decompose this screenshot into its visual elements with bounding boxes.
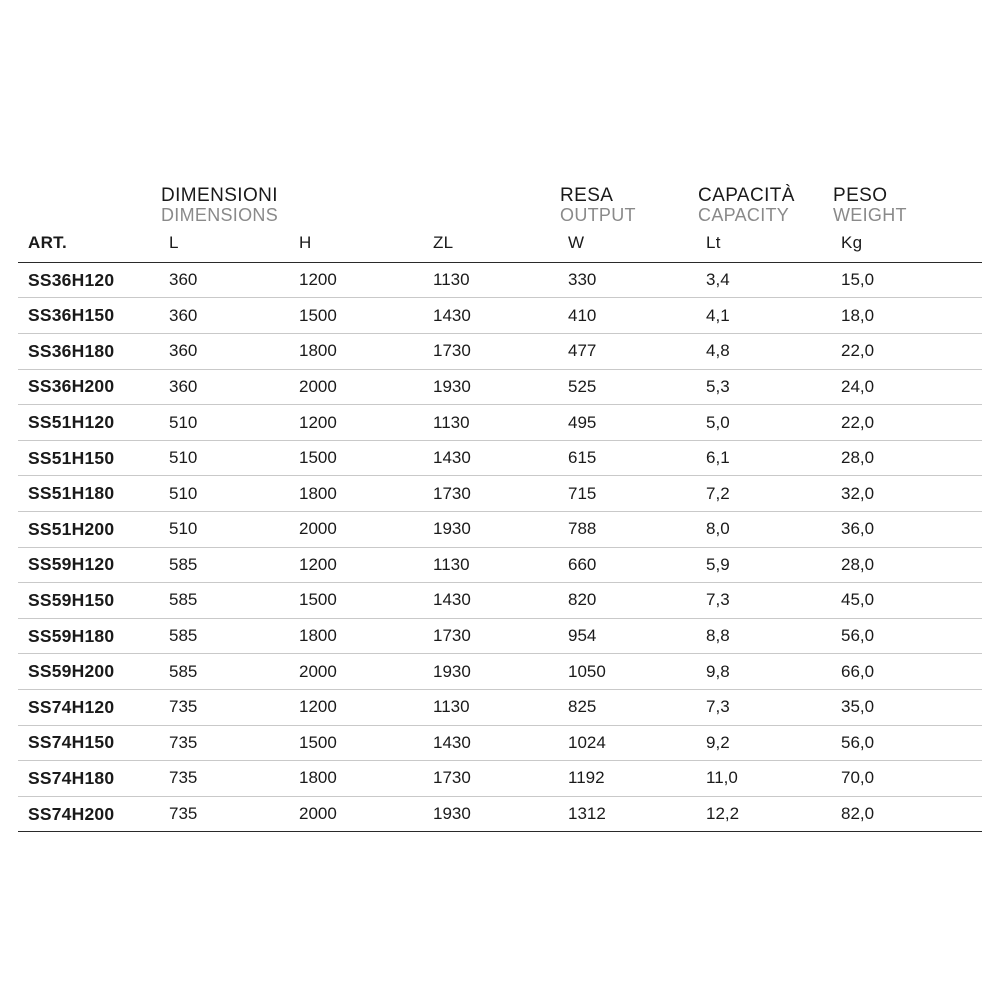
table-cell-l-value: 360 xyxy=(169,305,198,325)
table-cell-w xyxy=(560,298,698,334)
table-cell-zl-value: 1130 xyxy=(433,697,470,717)
table-cell-l xyxy=(161,511,291,547)
table-cell-l-value: 585 xyxy=(169,590,198,610)
table-cell-w xyxy=(560,511,698,547)
table-cell-art-value: SS59H200 xyxy=(28,661,115,682)
table-cell-art xyxy=(18,369,161,405)
table-cell-zl xyxy=(425,440,560,476)
group-header-output-it: RESA xyxy=(560,185,614,206)
table-cell-w-value: 330 xyxy=(568,270,597,290)
table-cell-w xyxy=(560,262,698,298)
table-cell-zl-value: 1930 xyxy=(433,804,471,824)
table-cell-l xyxy=(161,796,291,832)
table-cell-lt xyxy=(698,405,833,441)
table-cell-w xyxy=(560,689,698,725)
table-cell-w xyxy=(560,761,698,797)
table-cell-kg xyxy=(833,761,982,797)
table-cell-kg-value: 22,0 xyxy=(841,341,875,361)
table-cell-w xyxy=(560,334,698,370)
table-cell-l-value: 360 xyxy=(169,376,198,396)
table-cell-zl xyxy=(425,618,560,654)
group-header-row xyxy=(18,168,982,231)
table-cell-kg-value: 28,0 xyxy=(841,554,875,574)
table-cell-kg xyxy=(833,796,982,832)
table-row xyxy=(18,405,982,441)
table-row xyxy=(18,369,982,405)
column-header-w xyxy=(560,231,698,263)
table-cell-zl xyxy=(425,725,560,761)
table-cell-l xyxy=(161,761,291,797)
table-cell-w xyxy=(560,476,698,512)
table-cell-kg xyxy=(833,511,982,547)
table-cell-art-value: SS36H150 xyxy=(28,305,115,326)
table-cell-lt xyxy=(698,761,833,797)
table-cell-l xyxy=(161,334,291,370)
table-cell-zl-value: 1430 xyxy=(433,732,471,752)
table-cell-lt-value: 11,0 xyxy=(706,768,738,788)
table-cell-lt-value: 5,9 xyxy=(706,554,730,574)
table-cell-zl-value: 1430 xyxy=(433,448,471,468)
table-cell-kg-value: 45,0 xyxy=(841,590,875,610)
table-cell-zl-value: 1430 xyxy=(433,305,471,325)
table-cell-h-value: 1200 xyxy=(299,697,337,717)
table-cell-kg xyxy=(833,440,982,476)
table-cell-l-value: 510 xyxy=(169,448,198,468)
table-cell-h xyxy=(291,547,425,583)
table-cell-h xyxy=(291,654,425,690)
table-cell-w xyxy=(560,583,698,619)
table-cell-lt-value: 9,2 xyxy=(706,732,730,752)
specification-table xyxy=(18,168,982,832)
table-cell-lt xyxy=(698,618,833,654)
table-cell-zl-value: 1130 xyxy=(433,270,470,290)
table-cell-h xyxy=(291,618,425,654)
table-cell-zl xyxy=(425,262,560,298)
table-cell-kg xyxy=(833,654,982,690)
table-cell-lt-value: 7,2 xyxy=(706,483,730,503)
table-row xyxy=(18,547,982,583)
table-cell-kg-value: 36,0 xyxy=(841,519,875,539)
table-cell-l-value: 735 xyxy=(169,804,198,824)
table-cell-kg-value: 70,0 xyxy=(841,768,875,788)
table-cell-art xyxy=(18,476,161,512)
table-cell-lt-value: 7,3 xyxy=(706,697,730,717)
table-cell-lt-value: 6,1 xyxy=(706,448,730,468)
table-cell-w-value: 1312 xyxy=(568,804,606,824)
table-cell-h-value: 1500 xyxy=(299,305,337,325)
table-cell-l-value: 735 xyxy=(169,768,198,788)
table-cell-w-value: 615 xyxy=(568,448,597,468)
table-cell-l xyxy=(161,654,291,690)
group-header-empty xyxy=(18,168,161,231)
table-row xyxy=(18,725,982,761)
table-cell-w-value: 495 xyxy=(568,412,597,432)
table-cell-h xyxy=(291,369,425,405)
table-cell-h xyxy=(291,689,425,725)
table-cell-h xyxy=(291,262,425,298)
table-cell-kg-value: 28,0 xyxy=(841,448,875,468)
table-cell-lt xyxy=(698,440,833,476)
table-cell-h xyxy=(291,583,425,619)
table-cell-l-value: 510 xyxy=(169,483,198,503)
table-cell-h-value: 2000 xyxy=(299,519,337,539)
table-cell-l-value: 585 xyxy=(169,626,198,646)
table-cell-lt xyxy=(698,547,833,583)
table-cell-kg xyxy=(833,725,982,761)
table-cell-l-value: 585 xyxy=(169,554,198,574)
table-cell-art-value: SS36H120 xyxy=(28,269,115,290)
table-cell-art xyxy=(18,761,161,797)
column-header-lt-label: Lt xyxy=(706,232,721,252)
table-cell-h xyxy=(291,405,425,441)
table-cell-art xyxy=(18,547,161,583)
table-cell-art xyxy=(18,689,161,725)
table-cell-lt xyxy=(698,334,833,370)
table-cell-art xyxy=(18,334,161,370)
table-cell-h-value: 2000 xyxy=(299,804,337,824)
table-cell-h xyxy=(291,440,425,476)
column-header-zl xyxy=(425,231,560,263)
table-cell-zl xyxy=(425,369,560,405)
group-header-output xyxy=(560,168,698,231)
table-row xyxy=(18,796,982,832)
table-cell-lt-value: 7,3 xyxy=(706,590,730,610)
table-cell-art-value: SS59H120 xyxy=(28,554,115,575)
table-cell-l xyxy=(161,369,291,405)
table-cell-h-value: 1500 xyxy=(299,732,337,752)
table-cell-kg xyxy=(833,689,982,725)
table-cell-w xyxy=(560,405,698,441)
table-cell-zl xyxy=(425,583,560,619)
table-cell-kg-value: 15,0 xyxy=(841,270,875,290)
table-cell-l-value: 360 xyxy=(169,341,198,361)
column-header-l-label: L xyxy=(169,232,179,252)
table-cell-kg xyxy=(833,476,982,512)
table-cell-l-value: 735 xyxy=(169,697,198,717)
table-cell-zl xyxy=(425,547,560,583)
table-cell-art xyxy=(18,298,161,334)
table-cell-h-value: 1200 xyxy=(299,554,337,574)
table-cell-zl-value: 1730 xyxy=(433,483,471,503)
table-cell-l xyxy=(161,405,291,441)
table-cell-w-value: 1050 xyxy=(568,661,606,681)
column-header-art-label: ART. xyxy=(28,232,67,252)
table-cell-lt xyxy=(698,476,833,512)
table-cell-lt-value: 4,1 xyxy=(706,305,730,325)
table-row xyxy=(18,262,982,298)
table-cell-kg xyxy=(833,369,982,405)
table-cell-zl xyxy=(425,476,560,512)
table-cell-zl xyxy=(425,298,560,334)
table-cell-h-value: 2000 xyxy=(299,661,337,681)
table-cell-w-value: 410 xyxy=(568,305,597,325)
table-cell-h xyxy=(291,796,425,832)
table-cell-w xyxy=(560,725,698,761)
table-cell-zl-value: 1130 xyxy=(433,412,470,432)
table-cell-l xyxy=(161,440,291,476)
table-cell-w xyxy=(560,547,698,583)
table-cell-art xyxy=(18,654,161,690)
table-cell-zl xyxy=(425,761,560,797)
table-cell-zl-value: 1930 xyxy=(433,661,471,681)
table-cell-kg-value: 35,0 xyxy=(841,697,875,717)
group-header-capacity-en: CAPACITY xyxy=(698,204,790,225)
table-cell-l xyxy=(161,583,291,619)
table-cell-art xyxy=(18,511,161,547)
table-row xyxy=(18,618,982,654)
table-cell-l-value: 510 xyxy=(169,412,198,432)
group-header-output-en: OUTPUT xyxy=(560,204,636,225)
table-cell-w-value: 660 xyxy=(568,554,597,574)
table-cell-lt xyxy=(698,583,833,619)
table-cell-zl xyxy=(425,796,560,832)
column-header-w-label: W xyxy=(568,232,585,252)
table-cell-zl xyxy=(425,511,560,547)
table-cell-art-value: SS74H180 xyxy=(28,767,115,788)
table-cell-art-value: SS36H200 xyxy=(28,376,115,397)
group-header-capacity-it: CAPACITÀ xyxy=(698,185,795,206)
table-cell-art-value: SS51H180 xyxy=(28,483,115,504)
table-cell-art xyxy=(18,583,161,619)
table-cell-l xyxy=(161,476,291,512)
table-cell-lt xyxy=(698,689,833,725)
table-cell-h-value: 1200 xyxy=(299,412,337,432)
table-row xyxy=(18,761,982,797)
table-cell-w xyxy=(560,618,698,654)
table-cell-l xyxy=(161,618,291,654)
group-header-capacity xyxy=(698,168,833,231)
table-cell-art xyxy=(18,796,161,832)
table-cell-l-value: 585 xyxy=(169,661,198,681)
table-cell-w xyxy=(560,369,698,405)
table-cell-kg-value: 22,0 xyxy=(841,412,875,432)
table-cell-art xyxy=(18,262,161,298)
table-cell-h xyxy=(291,334,425,370)
table-cell-kg-value: 24,0 xyxy=(841,376,875,396)
column-header-kg-label: Kg xyxy=(841,232,863,252)
table-cell-h xyxy=(291,725,425,761)
table-cell-art-value: SS74H150 xyxy=(28,732,115,753)
table-cell-zl-value: 1730 xyxy=(433,341,471,361)
group-header-weight xyxy=(833,168,982,231)
column-header-h xyxy=(291,231,425,263)
table-cell-h xyxy=(291,476,425,512)
table-row xyxy=(18,583,982,619)
table-cell-lt-value: 8,0 xyxy=(706,519,730,539)
table-cell-lt xyxy=(698,796,833,832)
table-cell-zl-value: 1130 xyxy=(433,554,470,574)
table-head xyxy=(18,168,982,262)
table-cell-w-value: 1192 xyxy=(568,768,605,788)
table-row xyxy=(18,298,982,334)
table-row xyxy=(18,440,982,476)
table-cell-lt xyxy=(698,369,833,405)
table-cell-kg xyxy=(833,334,982,370)
table-cell-l xyxy=(161,725,291,761)
column-header-art xyxy=(18,231,161,263)
table-cell-zl-value: 1930 xyxy=(433,376,471,396)
table-cell-l-value: 510 xyxy=(169,519,198,539)
table-cell-lt-value: 12,2 xyxy=(706,804,740,824)
table-cell-h-value: 1500 xyxy=(299,590,337,610)
table-cell-zl-value: 1730 xyxy=(433,768,471,788)
table-cell-kg xyxy=(833,618,982,654)
table-cell-lt-value: 3,4 xyxy=(706,270,730,290)
group-header-weight-it: PESO xyxy=(833,185,888,206)
group-header-weight-en: WEIGHT xyxy=(833,204,907,225)
table-cell-lt xyxy=(698,654,833,690)
table-cell-w xyxy=(560,654,698,690)
table-cell-w-value: 825 xyxy=(568,697,597,717)
table-cell-h-value: 1800 xyxy=(299,626,337,646)
table-cell-lt-value: 5,3 xyxy=(706,376,730,396)
table-cell-lt-value: 9,8 xyxy=(706,661,730,681)
table-cell-kg xyxy=(833,262,982,298)
table-cell-zl xyxy=(425,689,560,725)
table-cell-art-value: SS59H180 xyxy=(28,625,115,646)
table-cell-h-value: 1800 xyxy=(299,483,337,503)
column-header-kg xyxy=(833,231,982,263)
table-cell-lt xyxy=(698,511,833,547)
table-cell-l xyxy=(161,547,291,583)
table-cell-h xyxy=(291,298,425,334)
table-cell-art-value: SS74H200 xyxy=(28,803,115,824)
table-cell-art-value: SS51H150 xyxy=(28,447,115,468)
group-header-dimensions xyxy=(161,168,560,231)
table-cell-art-value: SS36H180 xyxy=(28,340,115,361)
table-cell-kg-value: 66,0 xyxy=(841,661,875,681)
table-cell-kg-value: 56,0 xyxy=(841,732,875,752)
table-cell-art xyxy=(18,725,161,761)
table-cell-w-value: 477 xyxy=(568,341,597,361)
table-body xyxy=(18,262,982,832)
table-cell-art-value: SS74H120 xyxy=(28,696,115,717)
table-cell-l-value: 360 xyxy=(169,270,198,290)
table-row xyxy=(18,511,982,547)
table-row xyxy=(18,689,982,725)
column-header-row xyxy=(18,231,982,263)
table-cell-lt-value: 4,8 xyxy=(706,341,730,361)
table-cell-w xyxy=(560,796,698,832)
table-cell-kg-value: 56,0 xyxy=(841,626,875,646)
table-cell-kg xyxy=(833,298,982,334)
table-cell-h xyxy=(291,761,425,797)
table-cell-w-value: 715 xyxy=(568,483,597,503)
table-cell-l xyxy=(161,298,291,334)
column-header-h-label: H xyxy=(299,232,312,252)
table-cell-h-value: 2000 xyxy=(299,376,337,396)
table-cell-lt xyxy=(698,298,833,334)
table-cell-h-value: 1200 xyxy=(299,270,337,290)
table-cell-zl-value: 1730 xyxy=(433,626,471,646)
table-cell-lt-value: 8,8 xyxy=(706,626,730,646)
table-row xyxy=(18,654,982,690)
table-cell-w-value: 525 xyxy=(568,376,597,396)
table-cell-kg-value: 18,0 xyxy=(841,305,875,325)
table-cell-l xyxy=(161,262,291,298)
table-cell-kg xyxy=(833,583,982,619)
group-header-dimensions-it: DIMENSIONI xyxy=(161,185,278,206)
table-cell-w xyxy=(560,440,698,476)
table-cell-zl xyxy=(425,654,560,690)
table-cell-art xyxy=(18,405,161,441)
table-cell-zl xyxy=(425,405,560,441)
table-cell-lt xyxy=(698,262,833,298)
table-cell-art-value: SS59H150 xyxy=(28,589,115,610)
table-cell-h-value: 1500 xyxy=(299,448,337,468)
table-cell-zl xyxy=(425,334,560,370)
table-cell-kg-value: 32,0 xyxy=(841,483,875,503)
column-header-zl-label: ZL xyxy=(433,232,454,252)
table-row xyxy=(18,476,982,512)
table-cell-art-value: SS51H120 xyxy=(28,412,115,432)
table-cell-w-value: 820 xyxy=(568,590,597,610)
table-cell-art xyxy=(18,440,161,476)
table-cell-l xyxy=(161,689,291,725)
table-cell-kg xyxy=(833,405,982,441)
table-cell-w-value: 1024 xyxy=(568,732,606,752)
column-header-l xyxy=(161,231,291,263)
table-cell-h-value: 1800 xyxy=(299,768,337,788)
table-cell-art-value: SS51H200 xyxy=(28,518,115,539)
table-cell-w-value: 788 xyxy=(568,519,597,539)
table-cell-l-value: 735 xyxy=(169,732,198,752)
table-cell-lt-value: 5,0 xyxy=(706,412,730,432)
table-cell-kg-value: 82,0 xyxy=(841,804,875,824)
table-cell-h-value: 1800 xyxy=(299,341,337,361)
table-cell-kg xyxy=(833,547,982,583)
table-cell-zl-value: 1930 xyxy=(433,519,471,539)
table-cell-lt xyxy=(698,725,833,761)
table-cell-h xyxy=(291,511,425,547)
table-cell-zl-value: 1430 xyxy=(433,590,471,610)
table-cell-w-value: 954 xyxy=(568,626,597,646)
group-header-dimensions-en: DIMENSIONS xyxy=(161,204,279,225)
table-cell-art xyxy=(18,618,161,654)
table-row xyxy=(18,334,982,370)
column-header-lt xyxy=(698,231,833,263)
